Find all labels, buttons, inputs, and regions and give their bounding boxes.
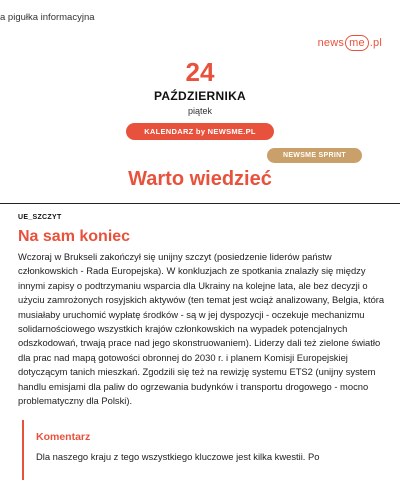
comment-text: Dla naszego kraju z tego wszystkiego kluczowe jest kilka kwestii. Po <box>36 451 320 462</box>
logo-suffix: .pl <box>369 37 382 49</box>
date-weekday: piątek <box>187 106 213 116</box>
date-day: 24 <box>185 57 215 87</box>
section-title: Warto wiedzieć <box>128 168 272 190</box>
logo-badge: me <box>345 35 369 51</box>
comment-title: Komentarz <box>36 431 91 443</box>
divider <box>0 203 400 204</box>
calendar-button[interactable]: KALENDARZ by NEWSME.PL <box>126 123 274 140</box>
date-month: PAŹDZIERNIKA <box>153 89 247 103</box>
article-heading: Na sam koniec <box>18 228 131 245</box>
tagline: a pigułka informacyjna <box>0 12 95 23</box>
article-body: Wczoraj w Brukseli zakończył się unijny szczyt (posiedzenie liderów państw członkowskich - Rada Europejska). W konkluzjach ze spotkania znalazły się między innymi zapisy o podtrzymaniu wsparcia dla Ukrainy na kolejne lata, ale bez decyzji o użyciu zamrożonych rosyjskich aktywów (ten temat jest wciąż analizowany, Belgia, która musiałaby uruchomić wypłatę środków - są w jej dyspozycji - oczekuje mechanizmu solidarnościowego wszystkich krajów członkowskich na wypadek potencjalnych odszkodowań, trwają prace nad jego skonstruowaniem). Liderzy dali też zielone światło dla prac nad mapą gotowości obronnej do 2030 r. i planem Komisji Europejskiej dotyczącym tanich mieszkań. Zgodzili się też na rewizję systemu ETS2 (unijny system handlu emisjami dla paliw do ogrzewania budynków i transportu drogowego - mocno problematyczny dla Polski). <box>18 251 385 407</box>
logo-prefix: news <box>317 37 345 49</box>
newsme-sprint-button[interactable]: NEWSME SPRINT <box>267 148 362 163</box>
comment-box <box>22 420 400 480</box>
article-tag: UE_SZCZYT <box>18 214 62 221</box>
newsme-logo[interactable] <box>318 35 382 51</box>
date-block <box>0 58 400 140</box>
